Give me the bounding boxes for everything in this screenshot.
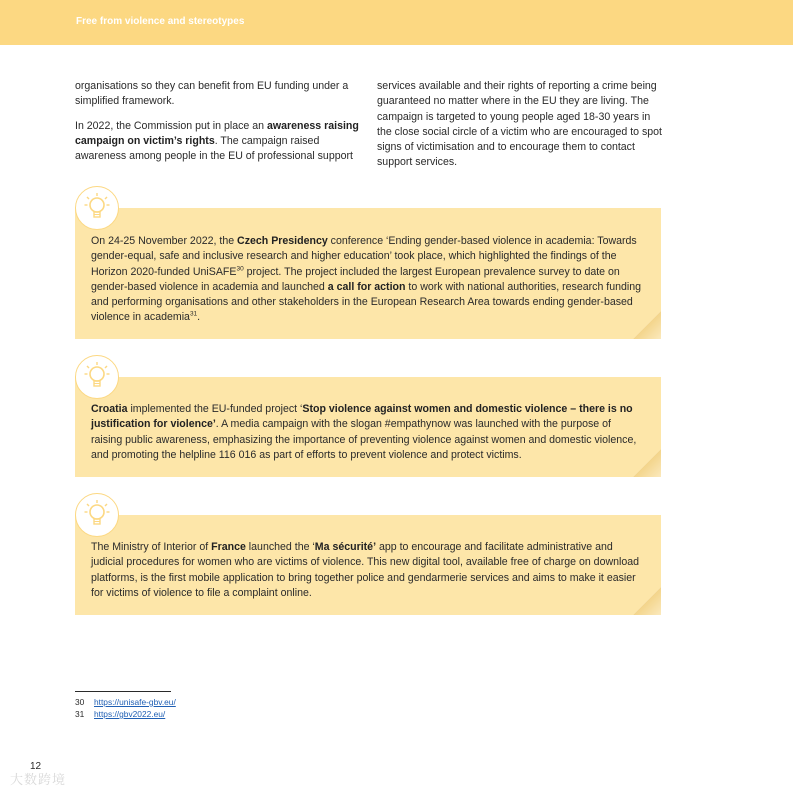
lightbulb-icon [75,186,119,230]
box-text [91,234,645,326]
footnote-divider [75,691,171,692]
left-paragraph-2 [75,119,362,165]
text-run: . The campaign raised awareness among people in the EU of professional support [75,134,353,163]
box-text [91,540,645,601]
text-run: to work with national authorities, research funding and performing organisations and other stakeholders in the European Research Area towards ending gender-based violence in academia [91,280,642,324]
watermark: 大数跨境 [10,772,67,787]
right-column [377,79,664,171]
text-run: project. The project included the largest European prevalence survey to date on gender-based violence in academia and launched [91,265,620,293]
footnote-link-gbv2022[interactable]: https://gbv2022.eu/ [94,709,166,719]
right-paragraph-1: services available and their rights of reporting a crime being guaranteed no matter where in the EU they are living. The campaign is targeted to young people aged 18-30 years in the close social circle of a victim who are encouraged to spot signs of victimisation and to encourage them to contact support services. [377,80,662,169]
section-title: Free from violence and stereotypes [76,16,245,27]
bold-text: awareness raising campaign on victim’s rights [75,119,359,147]
footnote-30 [75,697,176,708]
text-run: The Ministry of Interior of [91,541,212,553]
footnote-link-unisafe[interactable]: https://unisafe-gbv.eu/ [94,697,176,707]
footnote-ref: 31 [189,310,198,318]
text-run: . A media campaign with the slogan #empathynow was launched with the purpose of raising public awareness, emphasizing the importance of preventing violence against women and domestic violence, and promoting the helpline 116 016 as part of efforts to prevent violence and protect victims. [91,418,637,461]
text-run: On 24-25 November 2022, the [91,235,238,247]
bold-text: France [211,541,246,553]
text-run: conference ‘Ending gender-based violence in academia: Towards gender-equal, safe and inclusive research and higher education’ took place, which highlighted the findings of the Horizon 2020-funded UniSAFE [91,235,637,278]
left-paragraph-1: organisations so they can benefit from EU funding under a simplified framework. [75,80,349,108]
box-text [91,402,645,463]
bold-text: Croatia [91,403,128,415]
bold-text: Stop violence against women and domestic violence – there is no justification for violence’ [91,403,633,431]
bold-text: a call for action [327,280,406,293]
page-header-band [0,0,793,45]
info-box-france [75,515,661,615]
footnote-31 [75,709,165,720]
info-box-czech-presidency [75,208,661,339]
lightbulb-icon [75,493,119,537]
text-run: app to encourage and facilitate administrative and judicial procedures for women who are victims of violence. This new digital tool, available free of charge on download platforms, is the first mobile application to bring together police and gendarmerie services and aims to make it easier for victims of violence to file a complaint online. [91,541,640,599]
info-box-croatia [75,377,661,477]
page-number: 12 [30,761,42,772]
footnote-ref: 30 [236,265,244,273]
bold-text: Ma sécurité’ [314,541,377,553]
text-run: implemented the EU-funded project ‘ [127,403,303,415]
footnote-number: 30 [75,697,85,707]
text-run: . [197,311,201,324]
bold-text: Czech Presidency [237,235,328,247]
left-column [75,79,362,164]
footnote-number: 31 [75,709,85,719]
text-run: In 2022, the Commission put in place an [75,119,267,132]
lightbulb-icon [75,355,119,399]
text-run: launched the ‘ [245,541,315,553]
